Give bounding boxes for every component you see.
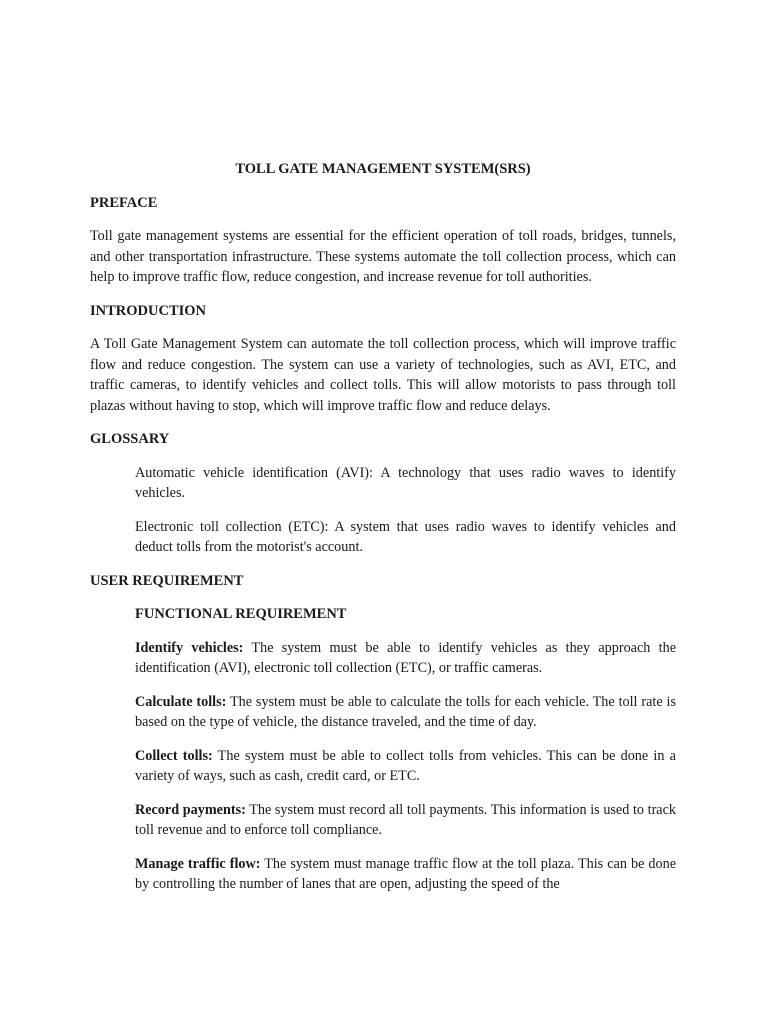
- requirement-identify-vehicles: [135, 638, 676, 679]
- requirement-text: The system must record all toll payments. This information is used to track toll revenue and to enforce toll compliance.: [135, 801, 676, 838]
- requirement-text: The system must be able to calculate the tolls for each vehicle. The toll rate is based on the type of vehicle, the distance traveled, and the time of day.: [135, 693, 676, 730]
- requirement-term: Identify vehicles:: [135, 639, 244, 656]
- requirement-record-payments: [135, 800, 676, 841]
- requirement-text: The system must be able to identify vehicles as they approach the identification (AVI), electronic toll collection (ETC), or traffic cameras.: [135, 639, 676, 676]
- requirement-collect-tolls: [135, 746, 676, 787]
- document-page: [90, 155, 676, 908]
- introduction-heading: INTRODUCTION: [90, 302, 207, 319]
- requirement-term: Collect tolls:: [135, 747, 213, 764]
- preface-heading: PREFACE: [90, 194, 158, 211]
- functional-requirement-heading: FUNCTIONAL REQUIREMENT: [135, 606, 347, 622]
- requirement-term: Calculate tolls:: [135, 693, 227, 710]
- preface-text: Toll gate management systems are essential for the efficient operation of toll roads, bridges, tunnels, and other transportation infrastructure. These systems automate the toll collection process, which can help to improve traffic flow, reduce congestion, and increase revenue for toll authorities.: [90, 228, 676, 285]
- introduction-text: A Toll Gate Management System can automate the toll collection process, which will improve traffic flow and reduce congestion. The system can use a variety of technologies, such as AVI, ETC, and traffic cameras, to identify vehicles and collect tolls. This will allow motorists to pass through toll plazas without having to stop, which will improve traffic flow and reduce delays.: [90, 336, 676, 414]
- user-requirement-heading: USER REQUIREMENT: [90, 572, 244, 589]
- glossary-heading: GLOSSARY: [90, 431, 170, 447]
- requirement-calculate-tolls: [135, 692, 676, 733]
- requirement-text: The system must be able to collect tolls from vehicles. This can be done in a variety of ways, such as cash, credit card, or ETC.: [135, 747, 676, 784]
- requirement-manage-traffic-flow: [135, 854, 676, 895]
- glossary-item-etc: Electronic toll collection (ETC): A system that uses radio waves to identify vehicles and deduct tolls from the motorist's account.: [135, 518, 676, 555]
- requirement-text: The system must manage traffic flow at the toll plaza. This can be done by controlling the number of lanes that are open, adjusting the speed of the: [135, 855, 676, 892]
- requirement-term: Manage traffic flow:: [135, 855, 261, 872]
- document-title: TOLL GATE MANAGEMENT SYSTEM(SRS): [235, 161, 531, 177]
- requirement-term: Record payments:: [135, 801, 246, 818]
- glossary-item-avi: Automatic vehicle identification (AVI): A technology that uses radio waves to identify vehicles.: [135, 464, 676, 501]
